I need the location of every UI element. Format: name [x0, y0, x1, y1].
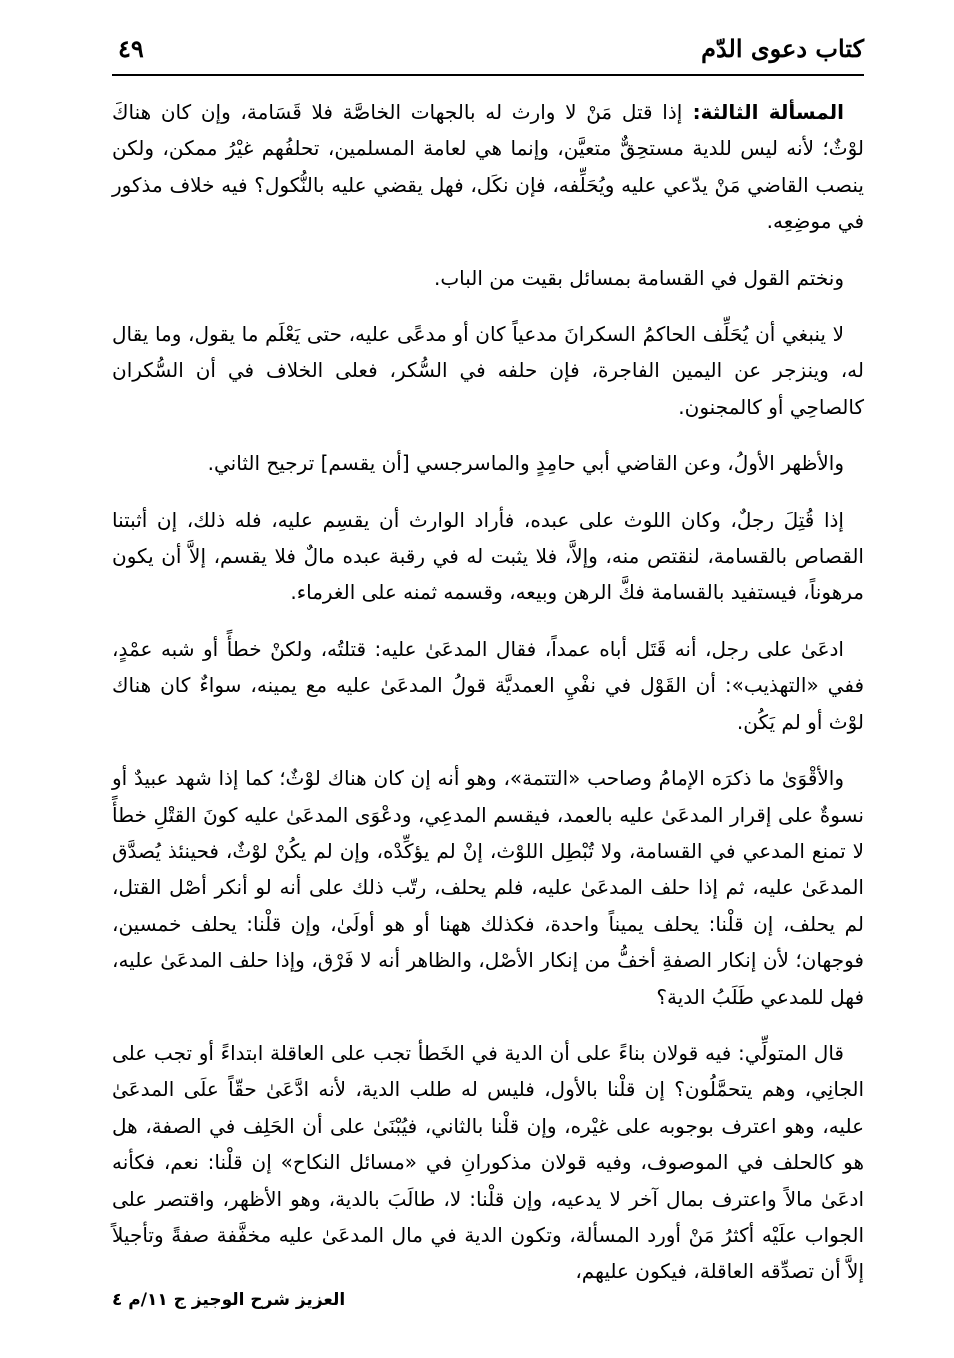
paragraph-text: ادعَىٰ على رجل، أنه قَتَل أباه عمداً، فقال المدعَىٰ عليه: قتلتُه، ولكنْ خطأً أو شبه عمْدٍ، ففي «التهذيب»: أن القَوْل في نفْيِ العمديَّة قولُ المدعَىٰ عليه مع يمينه، سواءٌ كان هناك لوْث أو لم يَكُن.	[112, 636, 864, 734]
footer-signature: العزيز شرح الوجيز ج ١١/م ٤	[112, 1290, 346, 1310]
paragraph-text: ونختم القول في القسامة بمسائل بقيت من الباب.	[433, 265, 844, 290]
book-section-title: كتاب دعوى الدّم	[701, 34, 864, 63]
issue-heading: المسألة الثالثة:	[682, 100, 844, 124]
paragraph-5	[112, 502, 864, 611]
page-number: ٤٩	[118, 34, 144, 63]
paragraph-2	[112, 260, 864, 296]
paragraph-text: إذا قُتِلَ رجلٌ، وكان اللوث على عبده، فأراد الوارث أن يقسِم عليه، فله ذلك، إن أثبتنا القصاص بالقسامة، لنقتص منه، وإلاَّ، فلا يثبت له في رقبة عبده مالٌ فلا يقسم، إلاَّ أن يكون مرهوناً، فيستفيد بالقسامة فكَّ الرهن وبيعه، وقسمه ثمنه على الغرماء.	[112, 507, 864, 605]
paragraph-1	[112, 94, 864, 240]
running-header	[112, 28, 864, 76]
paragraph-text: والأقْوَىٰ ما ذكرَه الإمامُ وصاحب «التتمة»، وهو أنه إن كان هناك لوْثٌ؛ كما إذا شهد عبيدٌ أو نسوةٌ على إقرار المدعَىٰ عليه بالعمد، فيقسم المدعِي، ودعْوَى المدعَىٰ عليه كونَ القتْلِ خطأً لا تمنع المدعي في القسامة، ولا تُبْطِل اللوْث، إنْ لم يؤكِّدْه، وإن لم يكُنْ لوْثٌ، فحينئذ يُصدَّق المدعَىٰ عليه، ثم إذا حلف المدعَىٰ عليه، فلم يحلف، رتّب ذلك على أنه لو أنكر أصْل القتل، لم يحلف، إن قلْنا: يحلف يميناً واحدة، فكذلك ههنا أو هو أولَىٰ، وإن قلْنا: يحلف خمسين، فوجهان؛ لأن إنكار الصفةِ أخفُّ من إنكار الأصْل، والظاهر أنه لا فَرْق، وإذا حلف المدعَىٰ عليه، فهل للمدعي طَلَبُ الدية؟	[112, 766, 864, 1009]
paragraph-text: إذا قتل مَنْ لا وارث له بالجهات الخاصَّة فلا قَسَامة، وإن كان هناكَ لوْثٌ؛ لأنه ليس للدية مستحِقٌّ متعيَّن، وإنما هي لعامة المسلمين، تحلفُهم غيْرُ ممكن، ولكن ينصب القاضي مَنْ يدّعي عليه ويُحَلِّفه، فإن نكَل، فهل يقضي عليه بالنُّكول؟ فيه خلاف مذكور في موضِعِه.	[112, 100, 864, 234]
paragraph-3	[112, 316, 864, 425]
body-text	[112, 94, 864, 1310]
paragraph-7	[112, 760, 864, 1015]
paragraph-text: لا ينبغي أن يُحَلِّف الحاكمُ السكرانَ مدعياً كان أو مدعًى عليه، حتى يَعْلَم ما يقول، وما يقال له، وينزجر عن اليمين الفاجرة، فإن حلفه في السُّكر، فعلى الخلاف في أن السُّكران كالصاحِي أو كالمجنون.	[112, 322, 864, 419]
paragraph-text: قال المتولِّي: فيه قولان بناءً على أن الدية في الخَطأ تجب على العاقلة ابتداءً أو تجب على الجانِي، وهم يتحمَّلُون؟ إن قلْنا بالأول، فليس له طلب الدية، لأنه ادَّعَىٰ حقّاً علَى المدعَىٰ عليه، وهو اعترف بوجوبه على غيْره، وإن قلْنا بالثاني، فيُبْنَىٰ على أن الحَلِف في الصفة، هل هو كالحلف في الموصوف، وفيه قولان مذكورانِ في «مسائل النكاح» إن قلْنا: نعم، فكأنه ادعَىٰ مالاً واعترف بمال آخر لا يدعيه، وإن قلْنا: لا، طالَبَ بالدية، وهو الأظهر، واقتصر على الجواب علَيْه أكثرُ مَنْ أورد المسألة، وتكون الدية في مال المدعَىٰ عليه مخفَّفة صفةً وتأجيلاً إلاَّ أن تصدِّقه العاقلة، فيكون عليهم،	[112, 1040, 864, 1284]
paragraph-4	[112, 445, 864, 481]
paragraph-8	[112, 1035, 864, 1290]
paragraph-6	[112, 631, 864, 740]
paragraph-text: والأظهر الأولُ، وعن القاضي أبي حامِدٍ والماسرجسي [أن يقسم] ترجيح الثاني.	[207, 451, 844, 476]
